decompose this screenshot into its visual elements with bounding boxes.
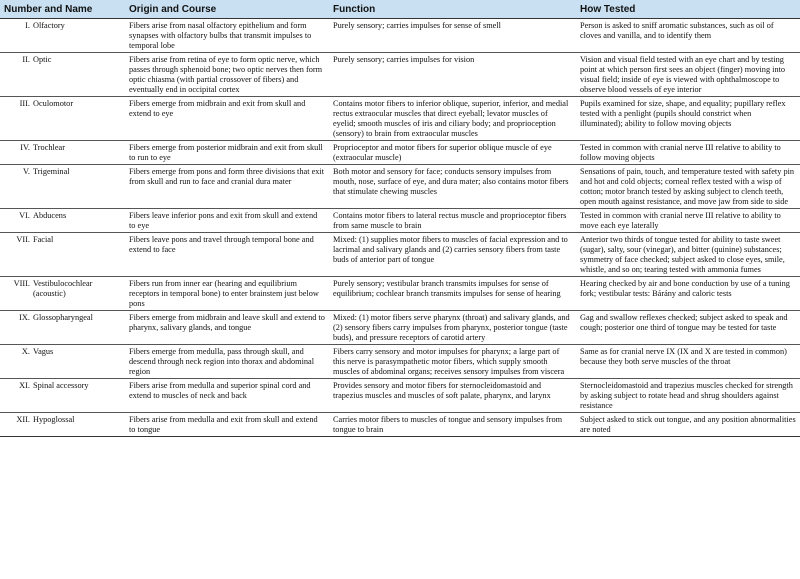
- tested-cell: Subject asked to stick out tongue, and any position abnormalities are noted: [576, 413, 800, 437]
- nerve-cell: [0, 53, 125, 97]
- nerve-cell: [0, 209, 125, 233]
- function-cell: Purely sensory; vestibular branch transmits impulses for sense of equilibrium; cochlear branch transmits impulses for sense of hearing: [329, 277, 576, 311]
- table-row: [0, 19, 800, 53]
- nerve-label: Olfactory: [33, 21, 65, 30]
- origin-cell: Fibers leave inferior pons and exit from skull and extend to eye: [125, 209, 329, 233]
- function-cell: Contains motor fibers to inferior oblique, superior, inferior, and medial rectus extraocular muscles that direct eyeball; levator muscles of eyelid; smooth muscles of iris and ciliary body; and proprioception (sensory) to brain from extraocular muscles: [329, 97, 576, 141]
- nerve-name: [0, 99, 121, 109]
- tested-cell: Tested in common with cranial nerve III relative to ability to move each eye laterally: [576, 209, 800, 233]
- tested-cell: Sternocleidomastoid and trapezius muscles checked for strength by asking subject to rotate head and shrug shoulders against resistance: [576, 379, 800, 413]
- nerve-label: Spinal accessory: [33, 381, 89, 390]
- nerve-cell: [0, 311, 125, 345]
- nerve-cell: [0, 379, 125, 413]
- table-row: [0, 311, 800, 345]
- table-header: [0, 0, 800, 19]
- table-row: [0, 165, 800, 209]
- function-cell: Proprioceptor and motor fibers for superior oblique muscle of eye (extraocular muscle): [329, 141, 576, 165]
- tested-cell: Person is asked to sniff aromatic substances, such as oil of cloves and vanilla, and to identify them: [576, 19, 800, 53]
- table-row: [0, 209, 800, 233]
- nerve-label: Hypoglossal: [33, 415, 75, 424]
- nerve-number: VII.: [16, 235, 30, 244]
- table-row: [0, 233, 800, 277]
- nerve-label: Vagus: [33, 347, 54, 356]
- nerve-number: XI.: [19, 381, 30, 390]
- header-number-and-name: Number and Name: [0, 0, 125, 19]
- origin-cell: Fibers leave pons and travel through temporal bone and extend to face: [125, 233, 329, 277]
- function-cell: Fibers carry sensory and motor impulses for pharynx; a large part of this nerve is parasympathetic motor fibers, which supply smooth muscles of abdominal organs; receives sensory impulses from viscera: [329, 345, 576, 379]
- table-row: [0, 141, 800, 165]
- tested-cell: Pupils examined for size, shape, and equality; pupillary reflex tested with a penlight (pupils should constrict when illuminated); ability to follow moving objects: [576, 97, 800, 141]
- tested-cell: Anterior two thirds of tongue tested for ability to taste sweet (sugar), salty, sour (vinegar), and bitter (quinine) substances; symmetry of face checked; subject asked to close eyes, smile, whistle, and so on; tearing tested with ammonia fumes: [576, 233, 800, 277]
- nerve-number: VIII.: [13, 279, 30, 288]
- nerve-label: Vestibulocochlear (acoustic): [33, 279, 93, 298]
- table-row: [0, 97, 800, 141]
- origin-cell: Fibers arise from medulla and superior spinal cord and extend to muscles of neck and back: [125, 379, 329, 413]
- function-cell: Provides sensory and motor fibers for sternocleidomastoid and trapezius muscles and muscles of soft palate, pharynx, and larynx: [329, 379, 576, 413]
- function-cell: Contains motor fibers to lateral rectus muscle and proprioceptor fibers from same muscle to brain: [329, 209, 576, 233]
- nerve-cell: [0, 277, 125, 311]
- nerve-number: II.: [22, 55, 30, 64]
- origin-cell: Fibers emerge from posterior midbrain and exit from skull to run to eye: [125, 141, 329, 165]
- origin-cell: Fibers emerge from midbrain and leave skull and extend to pharynx, salivary glands, and tongue: [125, 311, 329, 345]
- function-cell: Carries motor fibers to muscles of tongue and sensory impulses from tongue to brain: [329, 413, 576, 437]
- table-row: [0, 53, 800, 97]
- nerve-label: Abducens: [33, 211, 67, 220]
- nerve-number: IX.: [19, 313, 30, 322]
- nerve-cell: [0, 141, 125, 165]
- function-cell: Purely sensory; carries impulses for vision: [329, 53, 576, 97]
- origin-cell: Fibers run from inner ear (hearing and equilibrium receptors in temporal bone) to enter brainstem just below pons: [125, 277, 329, 311]
- origin-cell: Fibers emerge from pons and form three divisions that exit from skull and run to face and cranial dura mater: [125, 165, 329, 209]
- function-cell: Purely sensory; carries impulses for sense of smell: [329, 19, 576, 53]
- table-body: [0, 19, 800, 437]
- nerve-number: I.: [25, 21, 30, 30]
- nerve-cell: [0, 97, 125, 141]
- nerve-name: [0, 143, 121, 153]
- nerve-name: [0, 211, 121, 221]
- tested-cell: Sensations of pain, touch, and temperature tested with safety pin and hot and cold objects; corneal reflex tested with a wisp of cotton; motor branch tested by asking subject to clench teeth, open mouth against resistance, and move jaw from side to side: [576, 165, 800, 209]
- function-cell: Mixed: (1) supplies motor fibers to muscles of facial expression and to lacrimal and salivary glands and (2) carries sensory fibers from taste buds of anterior part of tongue: [329, 233, 576, 277]
- nerve-number: III.: [19, 99, 30, 108]
- nerve-label: Trochlear: [33, 143, 65, 152]
- function-cell: Mixed: (1) motor fibers serve pharynx (throat) and salivary glands, and (2) sensory fibers carry impulses from pharynx, posterior tongue (taste buds), and pressure receptors of carotid artery: [329, 311, 576, 345]
- nerve-cell: [0, 233, 125, 277]
- table-row: [0, 413, 800, 437]
- nerve-label: Trigeminal: [33, 167, 70, 176]
- nerve-number: X.: [21, 347, 30, 356]
- nerve-name: [0, 347, 121, 357]
- nerve-label: Optic: [33, 55, 52, 64]
- nerve-name: [0, 167, 121, 177]
- header-how-tested: How Tested: [576, 0, 800, 19]
- nerve-cell: [0, 413, 125, 437]
- nerve-label: Glossopharyngeal: [33, 313, 93, 322]
- nerve-cell: [0, 345, 125, 379]
- nerve-name: [0, 415, 121, 425]
- nerve-number: IV.: [20, 143, 30, 152]
- nerve-name: [0, 55, 121, 65]
- tested-cell: Same as for cranial nerve IX (IX and X are tested in common) because they both serve muscles of the throat: [576, 345, 800, 379]
- header-origin-and-course: Origin and Course: [125, 0, 329, 19]
- table-row: [0, 379, 800, 413]
- origin-cell: Fibers emerge from medulla, pass through skull, and descend through neck region into thorax and abdominal region: [125, 345, 329, 379]
- tested-cell: Gag and swallow reflexes checked; subject asked to speak and cough; posterior one third of tongue may be tested for taste: [576, 311, 800, 345]
- tested-cell: Vision and visual field tested with an eye chart and by testing point at which person first sees an object (finger) moving into visual field; inside of eye is viewed with ophthalmoscope to observe blood vessels of eye interior: [576, 53, 800, 97]
- nerve-number: XII.: [16, 415, 30, 424]
- nerve-label: Facial: [33, 235, 54, 244]
- nerve-number: V.: [23, 167, 30, 176]
- origin-cell: Fibers arise from retina of eye to form optic nerve, which passes through sphenoid bone; two optic nerves then form optic chiasma (with partial crossover of fibers) and eventually end in occipital cortex: [125, 53, 329, 97]
- table-row: [0, 345, 800, 379]
- origin-cell: Fibers emerge from midbrain and exit from skull and extend to eye: [125, 97, 329, 141]
- function-cell: Both motor and sensory for face; conducts sensory impulses from mouth, nose, surface of eye, and dura mater; also contains motor fibers that stimulate chewing muscles: [329, 165, 576, 209]
- table-row: [0, 277, 800, 311]
- nerve-name: [0, 313, 121, 323]
- nerve-name: [0, 21, 121, 31]
- header-function: Function: [329, 0, 576, 19]
- nerve-cell: [0, 165, 125, 209]
- origin-cell: Fibers arise from nasal olfactory epithelium and form synapses with olfactory bulbs that transmit impulses to temporal lobe: [125, 19, 329, 53]
- nerve-name: [0, 381, 121, 391]
- tested-cell: Tested in common with cranial nerve III relative to ability to follow moving objects: [576, 141, 800, 165]
- nerve-name: [0, 235, 121, 245]
- header-row: [0, 0, 800, 19]
- nerve-name: [0, 279, 121, 299]
- nerve-label: Oculomotor: [33, 99, 74, 108]
- nerve-cell: [0, 19, 125, 53]
- tested-cell: Hearing checked by air and bone conduction by use of a tuning fork; vestibular tests: Bárány and caloric tests: [576, 277, 800, 311]
- origin-cell: Fibers arise from medulla and exit from skull and extend to tongue: [125, 413, 329, 437]
- nerve-number: VI.: [19, 211, 30, 220]
